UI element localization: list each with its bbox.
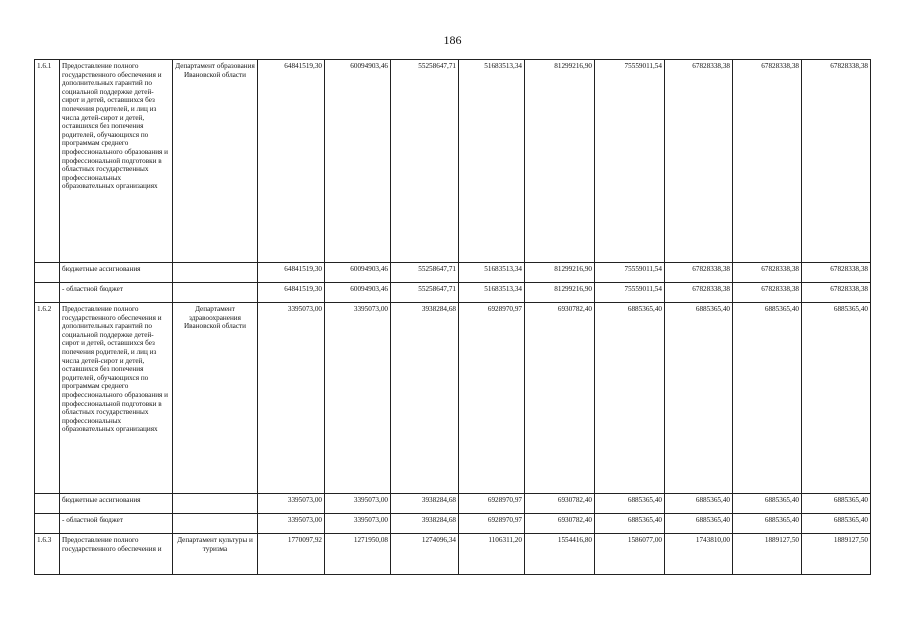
value-cell: 6885365,40 (665, 494, 733, 514)
row-department: Департамент образования Ивановской области (173, 60, 258, 263)
value-cell: 64841519,30 (258, 60, 325, 263)
table-subrow (35, 494, 871, 514)
value-cell: 67828338,38 (665, 283, 733, 303)
value-cell: 6928970,97 (459, 494, 525, 514)
value-cell: 67828338,38 (802, 283, 871, 303)
subrow-label: бюджетные ассигнования (60, 263, 173, 283)
subrow-label: бюджетные ассигнования (60, 494, 173, 514)
value-cell: 6885365,40 (595, 514, 665, 534)
empty-code-cell (35, 514, 60, 534)
budget-table (34, 59, 871, 575)
value-cell: 6885365,40 (595, 303, 665, 494)
row-code: 1.6.3 (35, 534, 60, 575)
table-row (35, 303, 871, 494)
value-cell: 67828338,38 (665, 60, 733, 263)
value-cell: 51683513,34 (459, 60, 525, 263)
value-cell: 75559011,54 (595, 283, 665, 303)
table-subrow (35, 283, 871, 303)
value-cell: 67828338,38 (733, 263, 802, 283)
value-cell: 6885365,40 (802, 514, 871, 534)
value-cell: 6885365,40 (595, 494, 665, 514)
row-department: Департамент здравоохранения Ивановской области (173, 303, 258, 494)
value-cell: 1586077,00 (595, 534, 665, 575)
value-cell: 64841519,30 (258, 283, 325, 303)
table-subrow (35, 514, 871, 534)
value-cell: 6930782,40 (525, 514, 595, 534)
value-cell: 1554416,80 (525, 534, 595, 575)
value-cell: 3395073,00 (325, 514, 391, 534)
empty-department-cell (173, 283, 258, 303)
value-cell: 81299216,90 (525, 263, 595, 283)
value-cell: 6885365,40 (665, 514, 733, 534)
value-cell: 3395073,00 (325, 303, 391, 494)
subrow-label: - областной бюджет (60, 514, 173, 534)
row-code: 1.6.1 (35, 60, 60, 263)
value-cell: 6928970,97 (459, 514, 525, 534)
row-description: Предоставление полного государственного обеспечения и дополнительных гарантий по социальной поддержке детей-сирот и детей, оставшихся без попечения родителей, и лиц из числа детей-сирот и детей, оставшихся без попечения родителей, обучающихся по программам среднего профессионального образования и профессиональной подготовки в областных государственных профессиональных образовательных организациях (60, 60, 173, 263)
row-department: Департамент культуры и туризма (173, 534, 258, 575)
row-description: Предоставление полного государственного обеспечения и дополнительных гарантий по социальной поддержке детей-сирот и детей, оставшихся без попечения родителей, и лиц из числа детей-сирот и детей, оставшихся без попечения родителей, обучающихся по программам среднего профессионального образования и профессиональной подготовки в областных государственных профессиональных образовательных организациях (60, 303, 173, 494)
value-cell: 6930782,40 (525, 303, 595, 494)
value-cell: 3395073,00 (258, 303, 325, 494)
value-cell: 1743810,00 (665, 534, 733, 575)
value-cell: 67828338,38 (665, 263, 733, 283)
row-code: 1.6.2 (35, 303, 60, 494)
subrow-label: - областной бюджет (60, 283, 173, 303)
value-cell: 6885365,40 (733, 303, 802, 494)
value-cell: 67828338,38 (733, 60, 802, 263)
value-cell: 60094903,46 (325, 283, 391, 303)
value-cell: 55258647,71 (391, 60, 459, 263)
value-cell: 55258647,71 (391, 263, 459, 283)
value-cell: 1889127,50 (733, 534, 802, 575)
value-cell: 1889127,50 (802, 534, 871, 575)
value-cell: 3395073,00 (258, 494, 325, 514)
empty-department-cell (173, 514, 258, 534)
table-row (35, 534, 871, 575)
table-row (35, 60, 871, 263)
table-subrow (35, 263, 871, 283)
value-cell: 67828338,38 (802, 60, 871, 263)
value-cell: 3395073,00 (325, 494, 391, 514)
empty-code-cell (35, 263, 60, 283)
empty-department-cell (173, 263, 258, 283)
value-cell: 6885365,40 (733, 494, 802, 514)
value-cell: 67828338,38 (733, 283, 802, 303)
empty-code-cell (35, 283, 60, 303)
value-cell: 6885365,40 (665, 303, 733, 494)
value-cell: 81299216,90 (525, 60, 595, 263)
value-cell: 1271950,08 (325, 534, 391, 575)
value-cell: 3938284,68 (391, 514, 459, 534)
value-cell: 64841519,30 (258, 263, 325, 283)
value-cell: 67828338,38 (802, 263, 871, 283)
page-number: 186 (443, 33, 462, 47)
value-cell: 3938284,68 (391, 303, 459, 494)
value-cell: 51683513,34 (459, 283, 525, 303)
value-cell: 6928970,97 (459, 303, 525, 494)
value-cell: 51683513,34 (459, 263, 525, 283)
value-cell: 6930782,40 (525, 494, 595, 514)
empty-department-cell (173, 494, 258, 514)
value-cell: 1770097,92 (258, 534, 325, 575)
value-cell: 75559011,54 (595, 263, 665, 283)
value-cell: 1106311,20 (459, 534, 525, 575)
value-cell: 60094903,46 (325, 60, 391, 263)
value-cell: 55258647,71 (391, 283, 459, 303)
value-cell: 81299216,90 (525, 283, 595, 303)
table-body (35, 60, 871, 575)
value-cell: 6885365,40 (733, 514, 802, 534)
value-cell: 6885365,40 (802, 494, 871, 514)
value-cell: 1274096,34 (391, 534, 459, 575)
value-cell: 3938284,68 (391, 494, 459, 514)
value-cell: 3395073,00 (258, 514, 325, 534)
value-cell: 60094903,46 (325, 263, 391, 283)
value-cell: 75559011,54 (595, 60, 665, 263)
empty-code-cell (35, 494, 60, 514)
value-cell: 6885365,40 (802, 303, 871, 494)
row-description: Предоставление полного государственного обеспечения и (60, 534, 173, 575)
